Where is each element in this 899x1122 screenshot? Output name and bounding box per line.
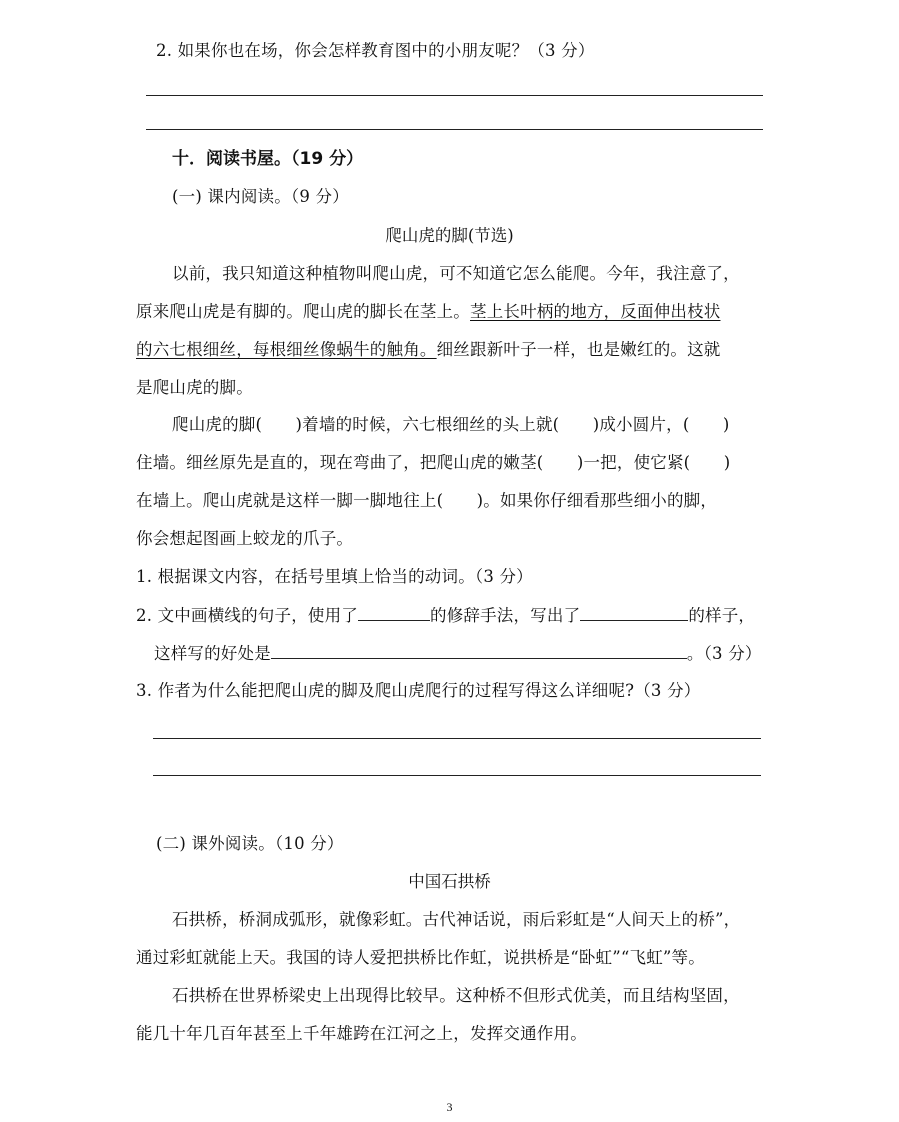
passage2-line: 能几十年几百年甚至上千年雄跨在江河之上，发挥交通作用。 [136, 1024, 587, 1043]
question-2-cont [154, 642, 762, 665]
appearance-blank[interactable] [580, 604, 688, 621]
passage1-fill-line: 住墙。细丝原先是直的，现在弯曲了，把爬山虎的嫩茎( )一把，使它紧( ) [136, 453, 731, 472]
prev-question-2: 2. 如果你也在场，你会怎样教育图中的小朋友呢？（3 分） [156, 41, 595, 60]
q2-text: 2. 文中画横线的句子，使用了 [136, 606, 358, 625]
passage1-line: 是爬山虎的脚。 [136, 378, 253, 397]
passage1-line [136, 301, 721, 323]
passage1-title: 爬山虎的脚(节选) [385, 226, 514, 245]
passage1-fill-line: 爬山虎的脚( )着墙的时候，六七根细丝的头上就( )成小圆片，( ) [172, 415, 730, 434]
passage1-line: 以前，我只知道这种植物叫爬山虎，可不知道它怎么能爬。今年，我注意了， [172, 264, 740, 283]
underlined-sentence: 的六七根细丝，每根细丝像蜗牛的触角。 [136, 340, 437, 359]
section-heading: 十．阅读书屋。（19 分） [172, 149, 364, 169]
q2-text: 这样写的好处是 [154, 644, 271, 663]
plain-text: 原来爬山虎是有脚的。爬山虎的脚长在茎上。 [136, 302, 470, 321]
benefit-blank[interactable] [271, 642, 687, 659]
rhetoric-blank[interactable] [358, 604, 430, 621]
passage2-title: 中国石拱桥 [408, 872, 491, 891]
passage2-line: 通过彩虹就能上天。我国的诗人爱把拱桥比作虹，说拱桥是“卧虹”“飞虹”等。 [136, 948, 705, 967]
page-number: 3 [446, 1100, 453, 1114]
part2-label: (二) 课外阅读。（10 分） [156, 834, 344, 853]
passage1-fill-line: 你会想起图画上蛟龙的爪子。 [136, 529, 354, 548]
q2-text: 。（3 分） [686, 644, 762, 663]
underlined-sentence: 茎上长叶柄的地方，反面伸出枝状 [470, 302, 721, 321]
answer-line[interactable] [146, 95, 763, 96]
q2-text: 的样子， [688, 606, 756, 625]
question-3: 3. 作者为什么能把爬山虎的脚及爬山虎爬行的过程写得这么详细呢?（3 分） [136, 681, 701, 700]
question-1: 1. 根据课文内容，在括号里填上恰当的动词。（3 分） [136, 567, 533, 586]
passage2-line: 石拱桥在世界桥梁史上出现得比较早。这种桥不但形式优美，而且结构坚固， [172, 986, 740, 1005]
passage1-line [136, 339, 721, 361]
question-2 [136, 604, 755, 627]
q2-text: 的修辞手法，写出了 [430, 606, 581, 625]
answer-line[interactable] [146, 129, 763, 130]
passage2-line: 石拱桥，桥洞成弧形，就像彩虹。古代神话说，雨后彩虹是“人间天上的桥”， [172, 910, 741, 929]
answer-line[interactable] [153, 775, 761, 776]
plain-text: 细丝跟新叶子一样，也是嫩红的。这就 [436, 340, 721, 359]
answer-line[interactable] [153, 738, 761, 739]
passage1-fill-line: 在墙上。爬山虎就是这样一脚一脚地往上( )。如果你仔细看那些细小的脚， [136, 491, 718, 510]
part1-label: (一) 课内阅读。（9 分） [172, 187, 349, 206]
